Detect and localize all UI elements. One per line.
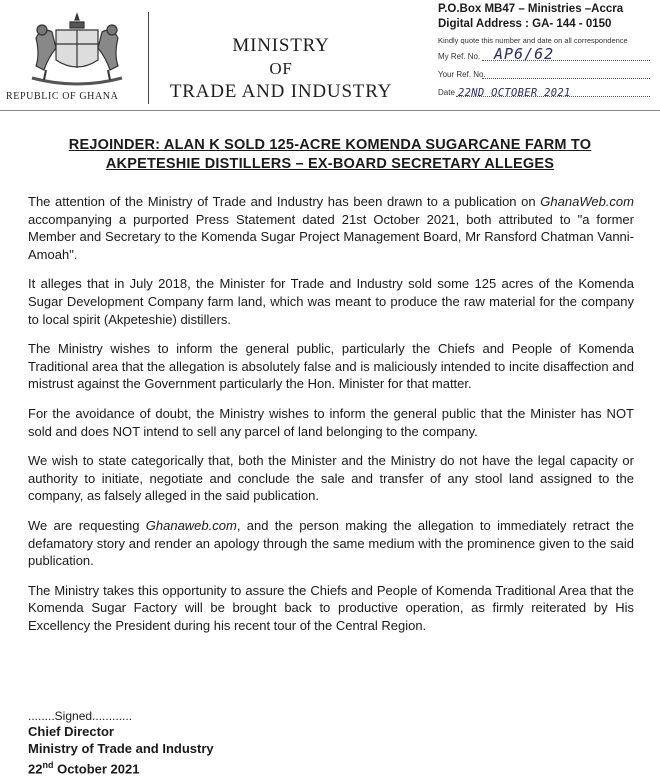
- paragraph-6-site: Ghanaweb.com: [145, 517, 237, 533]
- signatory-org: Ministry of Trade and Industry: [28, 740, 214, 756]
- republic-label: REPUBLIC OF GHANA: [6, 91, 119, 102]
- header-rule: [0, 110, 660, 111]
- paragraph-5: We wish to state categorically that, both the Minister and the Ministry do not have the legal capacity or authority to initiate, negotiate and conclude the sale and transfer of any stool land assigned to the company, as falsely alleged in the said publication.: [28, 453, 634, 504]
- signature-date: [28, 757, 348, 778]
- letterhead-divider: [148, 12, 149, 104]
- paragraph-1: [28, 193, 634, 263]
- digital-address: Digital Address : GA- 144 - 0150: [438, 18, 612, 30]
- paragraph-6: [28, 517, 634, 570]
- paragraph-6-text-a: We are requesting: [28, 517, 146, 533]
- signatory-title: Chief Director: [28, 724, 114, 739]
- postal-address: P.O.Box MB47 – Ministries –Accra: [438, 3, 624, 15]
- coat-of-arms-emblem: [22, 8, 132, 92]
- paragraph-7: The Ministry takes this opportunity to assure the Chiefs and People of Komenda Traditional Area that the Komenda Sugar Factory will be brought back to productive operation, as firmly reiterated by His Excellency the President during his recent tour of the Central Region.: [28, 582, 634, 633]
- signature-date-suffix: nd: [42, 760, 54, 770]
- your-ref-row: [438, 65, 656, 83]
- title-line1: REJOINDER: ALAN K SOLD 125-ACRE KOMENDA SUGARCANE FARM TO: [68, 137, 592, 153]
- date-label: Date: [438, 88, 455, 97]
- ministry-name-line3: TRADE AND INDUSTRY: [169, 81, 393, 102]
- date-value: 22ND OCTOBER 2021: [458, 87, 571, 99]
- paragraph-6-text-b: , and the person making the allegation to immediately retract the defamatory story and render an apology through the same medium with the prominence given to the said publication.: [28, 517, 634, 569]
- paragraph-1-text-a: The attention of the Ministry of Trade and Industry has been drawn to a publication on: [28, 194, 541, 209]
- paragraph-1-text-b: accompanying a purported Press Statement dated 21st October 2021, both attributed to "a former Member and Secretary to the Komenda Sugar Project Management Board, Mr Ransford Chatman Vanni-Amoah".: [28, 211, 634, 262]
- ministry-name-line2: OF: [269, 59, 293, 78]
- paragraph-2: It alleges that in July 2018, the Minister for Trade and Industry sold some 125 acres of the Komenda Sugar Development Company farm land, which was meant to produce the raw material for the company to local spirit (Akpeteshie) distillers.: [28, 276, 634, 327]
- my-ref-value: AP6/62: [494, 45, 555, 63]
- your-ref-label: Your Ref. No.: [438, 70, 486, 79]
- contact-block: [438, 2, 656, 101]
- signature-block: [28, 708, 348, 778]
- letterhead: [0, 0, 660, 108]
- letter-body: [28, 193, 634, 646]
- date-row: [438, 83, 656, 101]
- quote-note: Kindly quote this number and date on all correspondence: [438, 36, 628, 45]
- document-title: [30, 136, 630, 174]
- signature-date-rest: October 2021: [53, 761, 140, 777]
- signature-date-day: 22: [28, 761, 43, 777]
- your-ref-line: [482, 78, 650, 79]
- my-ref-row: [438, 47, 656, 65]
- paragraph-1-site: GhanaWeb.com: [540, 194, 634, 209]
- title-line2: AKPETESHIE DISTILLERS – EX-BOARD SECRETARY ALLEGES: [105, 156, 555, 172]
- ministry-name-line1: MINISTRY: [232, 35, 330, 56]
- signed-line: ........Signed............: [28, 709, 133, 723]
- ministry-name: [158, 34, 404, 103]
- my-ref-label: My Ref. No.: [438, 52, 481, 61]
- paragraph-3: The Ministry wishes to inform the general public, particularly the Chiefs and People of Komenda Traditional area that the allegation is absolutely false and is maliciously intended to incite disaffection and mistrust against the Government particularly the Hon. Minister for that matter.: [28, 341, 634, 392]
- paragraph-4: For the avoidance of doubt, the Ministry wishes to inform the general public that the Minister has NOT sold and does NOT intend to sell any parcel of land belonging to the company.: [28, 405, 634, 439]
